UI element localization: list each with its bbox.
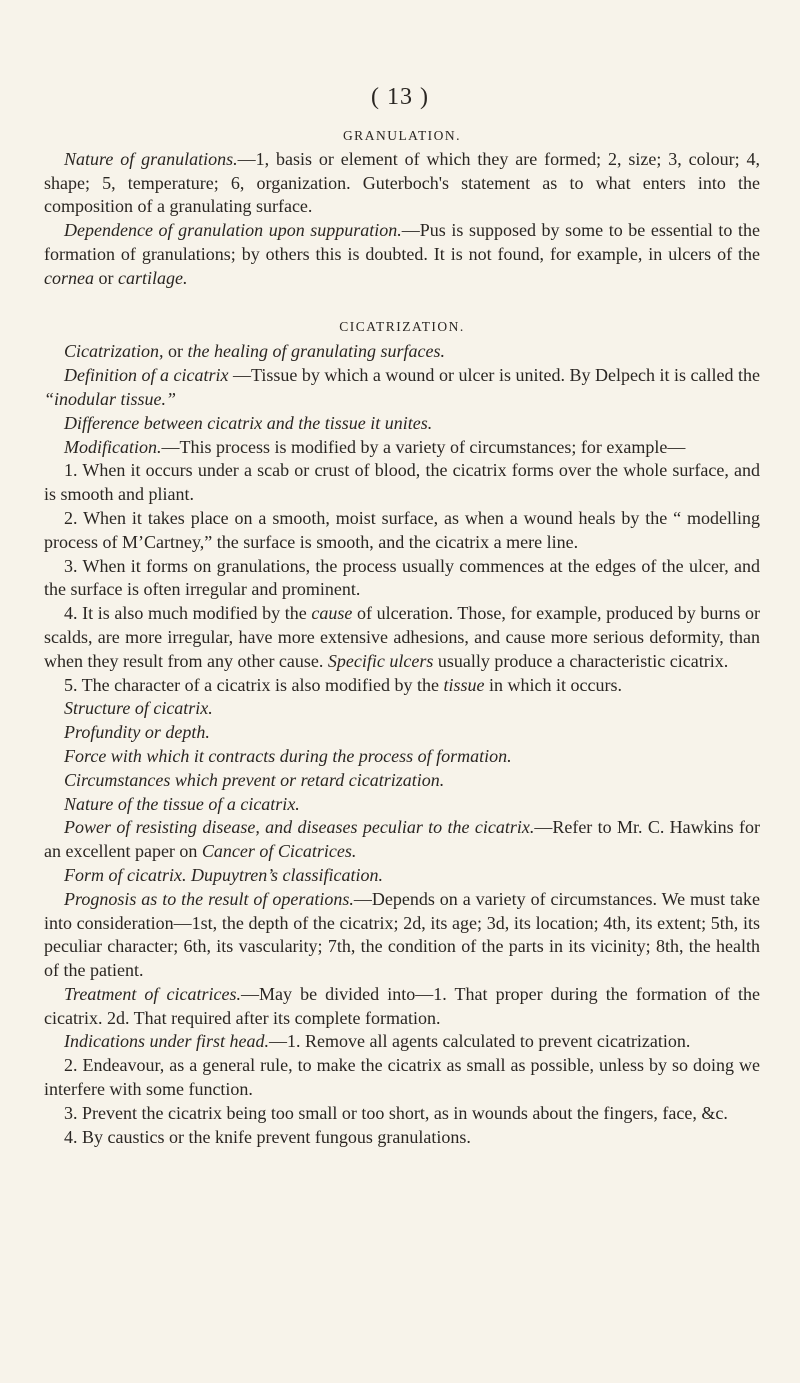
list-item: 1. When it occurs under a scab or crust of blood, the cicatrix forms over the whole surface, and is smooth and pliant. (44, 460, 760, 505)
paragraph-nature-of-granulations (44, 148, 760, 219)
page-content (44, 124, 760, 1149)
term-cause: cause (311, 603, 353, 624)
paragraph-text: —Refer to Mr. C. Hawkins for an excellent paper on (44, 817, 760, 862)
page-number: ( 13 ) (371, 84, 429, 110)
paragraph-text: 4. It is also much modified by the (64, 603, 312, 624)
paragraph-difference: Difference between cicatrix and the tissue it unites. (64, 412, 433, 433)
paragraph-treatment (44, 983, 760, 1031)
paragraph-text: or (93, 267, 118, 288)
paragraph-indications (44, 1030, 760, 1054)
paragraph-prognosis (44, 888, 760, 983)
list-item: 2. Endeavour, as a general rule, to make the cicatrix as small as possible, unless by so doing we interfere with some function. (44, 1055, 760, 1100)
list-item: 3. When it forms on granulations, the process usually commences at the edges of the ulcer, and the surface is often irregular and prominent. (44, 555, 760, 600)
paragraph-text: of ulceration. Those, for example, produced by burns or scalds, are more irregular, have more extensive adhesions, and cause more serious deformity, than when they result from any other cause. (44, 603, 760, 671)
topic-line: Circumstances which prevent or retard cicatrization. (64, 769, 445, 790)
paragraph-dependence (44, 219, 760, 290)
section-heading-cicatrization: CICATRIZATION. (339, 318, 465, 334)
topic-line: Force with which it contracts during the process of formation. (64, 745, 512, 766)
paragraph-text: —This process is modified by a variety of circumstances; for example— (161, 436, 686, 457)
section-heading-granulation: GRANULATION. (342, 128, 462, 143)
paragraph-form (44, 864, 760, 888)
paragraph-definition (44, 364, 760, 412)
paragraph-text: in which it occurs. (484, 674, 623, 695)
paragraph-label: Cicatrization, (64, 341, 164, 362)
paragraph-label: Indications under first head. (64, 1031, 269, 1052)
paragraph-text: —May be divided into—1. That proper during the formation of the cicatrix. 2d. That required after its complete formation. (44, 983, 760, 1028)
term-inodular-tissue: “inodular tissue.” (44, 388, 177, 409)
topic-line: Profundity or depth. (64, 722, 210, 743)
list-item: 2. When it takes place on a smooth, moist surface, as when a wound heals by the “ modelling process of M’Cartney,” the surface is smooth, and the cicatrix a mere line. (44, 507, 760, 552)
paragraph-label: Nature of granulations. (64, 148, 238, 169)
paragraph-cicatrization (44, 340, 760, 364)
paragraph-text: —1. Remove all agents calculated to prevent cicatrization. (269, 1031, 691, 1052)
paragraph-text: usually produce a characteristic cicatrix. (433, 650, 729, 671)
paragraph-power (44, 816, 760, 864)
paragraph-label: Treatment of cicatrices. (64, 983, 241, 1004)
paragraph-text: —Tissue by which a wound or ulcer is united. By Delpech it is called the (228, 365, 760, 386)
list-item: 3. Prevent the cicatrix being too small or too short, as in wounds about the fingers, face, &c. (64, 1102, 728, 1123)
term-cornea: cornea (44, 267, 94, 288)
paragraph-label: Definition of a cicatrix (64, 365, 229, 386)
topic-classification: Dupuytren’s classification. (190, 864, 383, 885)
paragraph-label: Modification. (64, 436, 162, 457)
paragraph-label: Power of resisting disease, and diseases peculiar to the cicatrix. (64, 817, 535, 838)
list-item (44, 674, 760, 698)
paragraph-text: or (163, 341, 188, 362)
paragraph-text: 5. The character of a cicatrix is also modified by the (64, 674, 444, 695)
term-cancer-of-cicatrices: Cancer of Cicatrices. (201, 841, 357, 862)
term-specific-ulcers: Specific ulcers (327, 650, 434, 671)
list-item: 4. By caustics or the knife prevent fungous granulations. (64, 1126, 471, 1147)
paragraph-text: —Depends on a variety of circumstances. We must take into consideration—1st, the depth of the cicatrix; 2d, its age; 3d, its location; 4th, its extent; 5th, its peculiar character; 6th, its vascularity; 7th, the condition of the parts in its vicinity; 8th, the health of the patient. (44, 888, 760, 981)
paragraph-text: —1, basis or element of which they are formed; 2, size; 3, colour; 4, shape; 5, temperature; 6, organization. Guterboch's statement as to what enters into the composition of a granulating surface. (44, 148, 760, 217)
paragraph-text: the healing of granulating surfaces. (187, 341, 445, 362)
paragraph-label: Prognosis as to the result of operations. (64, 888, 354, 909)
paragraph-modification (44, 436, 760, 460)
term-cartilage: cartilage. (117, 267, 188, 288)
topic-line: Nature of the tissue of a cicatrix. (64, 793, 300, 814)
topic-form: Form of cicatrix. (64, 864, 187, 885)
paragraph-label: Dependence of granulation upon suppuration. (64, 220, 402, 241)
term-tissue: tissue (443, 674, 485, 695)
paragraph-text: —Pus is supposed by some to be essential to the formation of granulations; by others this is doubted. It is not found, for example, in ulcers of the (44, 220, 760, 264)
topic-line: Structure of cicatrix. (64, 698, 213, 719)
list-item (44, 602, 760, 673)
